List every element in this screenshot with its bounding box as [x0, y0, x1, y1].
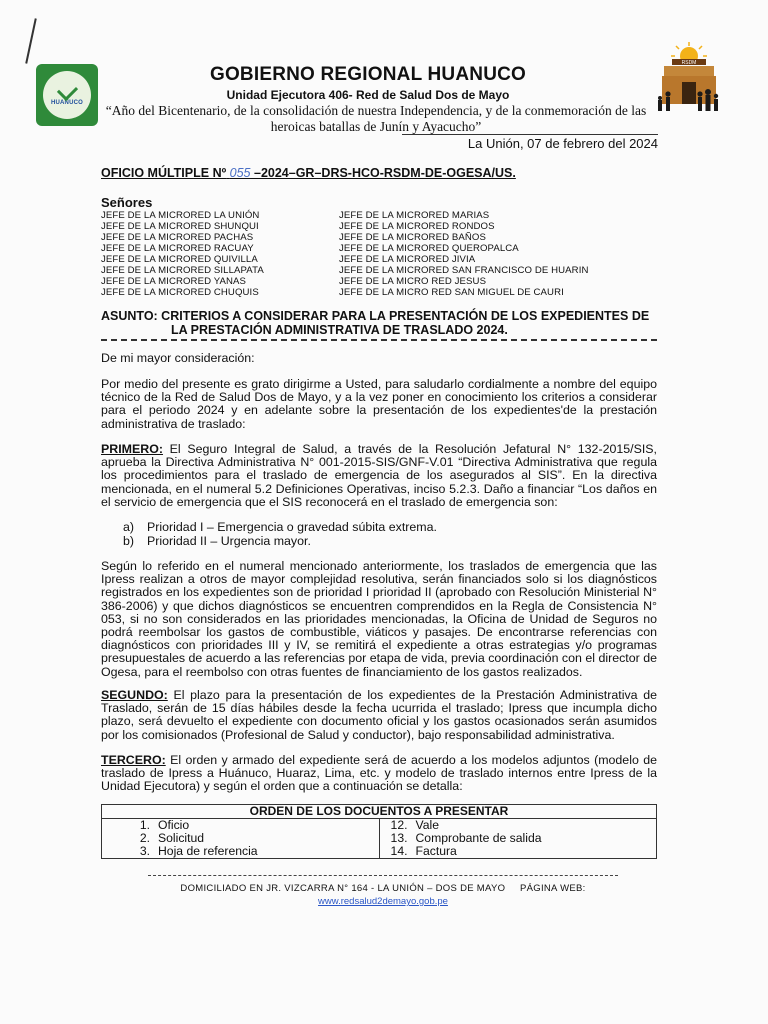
list-item: 13. Comprobante de salida: [390, 831, 542, 845]
tercero-paragraph: [101, 754, 657, 794]
huanuco-logo: [36, 64, 98, 126]
recipient-item: JEFE DE LA MICRORED SAN FRANCISCO DE HUARIN: [339, 265, 589, 276]
intro-paragraph: Por medio del presente es grato dirigirme a Usted, para saludarlo cordialmente a nombre del equipo técnico de la Red de Salud Dos de Mayo, y a la vez poner en conocimiento los criterios a considerar para el periodo 2024 y en adelante sobre la presentación de los expedientes'de la prestación administrativa de traslado:: [101, 377, 657, 431]
recipient-item: JEFE DE LA MICRORED BAÑOS: [339, 232, 486, 243]
list-item: 3. Hoja de referencia: [139, 844, 258, 858]
primero-text: El Seguro Integral de Salud, a través de la Resolución Jefatural N° 132-2015/SIS, aprueba la Directiva Administrativa N° 001-2015-SIS/GNF-V.01 “Directiva Administrativa que regula los procedimientos para el traslado de emergencia de los asegurados al SIS”. En la directiva mencionada, en el numeral 5.2 Definiciones Operativas, inciso 5.2.3. Daño a financiar “Los daños en el servicio de emergencia que el SIS reconocerá en el traslado de emergencia son:: [101, 442, 657, 509]
subject-block: [101, 309, 658, 337]
logo-left-text: HUANUCO: [50, 100, 84, 106]
recipient-item: JEFE DE LA MICRORED CHUQUIS: [101, 287, 259, 298]
list-item: 12. Vale: [390, 818, 439, 832]
recipients-right-list: [339, 210, 589, 298]
recipient-item: JEFE DE LA MICRORED MARIAS: [339, 210, 490, 221]
oficio-number: 055: [229, 166, 251, 180]
subject-line-1: ASUNTO: CRITERIOS A CONSIDERAR PARA LA PRESENTACIÓN DE LOS EXPEDIENTES DE: [101, 309, 650, 323]
primero-paragraph: [101, 443, 657, 509]
list-text: Prioridad II – Urgencia mayor.: [147, 534, 311, 548]
list-item: 1. Oficio: [139, 818, 190, 832]
logo-right-text: RSDM: [681, 60, 697, 66]
document-date: La Unión, 07 de febrero del 2024: [467, 136, 658, 151]
bird-icon: [56, 80, 77, 101]
rsdm-logo: [656, 42, 722, 118]
segundo-paragraph: [101, 689, 657, 742]
table-right-cell: [379, 819, 657, 859]
oficio-prefix: OFICIO MÚLTIPLE Nº: [101, 166, 227, 180]
oficio-reference: [101, 166, 516, 180]
greeting: De mi mayor consideración:: [101, 351, 255, 365]
subject-line-2: LA PRESTACIÓN ADMINISTRATIVA DE TRASLADO 2024.: [171, 323, 508, 337]
documents-table: [101, 804, 657, 859]
list-item: [123, 534, 437, 548]
recipient-item: JEFE DE LA MICRORED RACUAY: [101, 243, 254, 254]
table-header-row: [102, 805, 657, 819]
recipient-item: JEFE DE LA MICRO RED JESUS: [339, 276, 487, 287]
segundo-label: SEGUNDO:: [101, 688, 168, 702]
recipient-item: JEFE DE LA MICRORED QUEROPALCA: [339, 243, 519, 254]
list-marker: a): [123, 520, 135, 534]
tercero-label: TERCERO:: [101, 753, 166, 767]
footer-web-link[interactable]: www.redsalud2demayo.gob.pe: [318, 896, 448, 907]
recipient-item: JEFE DE LA MICRORED JIVIA: [339, 254, 476, 265]
priority-list: [123, 520, 437, 548]
recipient-item: JEFE DE LA MICRORED LA UNIÓN: [101, 210, 260, 221]
table-row: [102, 819, 657, 859]
list-item: [123, 520, 437, 534]
dashed-divider: [101, 339, 657, 341]
list-item: 2. Solicitud: [139, 831, 205, 845]
oficio-suffix: –2024–GR–DRS-HCO-RSDM-DE-OGESA/US.: [254, 166, 516, 180]
pen-mark: [25, 18, 37, 63]
year-motto: “Año del Bicentenario, de la consolidación de nuestra Independencia, y de la conmemoración de las heroicas batallas de Junín y Ayacucho”: [105, 103, 647, 134]
primero-label: PRIMERO:: [101, 442, 163, 456]
footer-divider: [148, 875, 618, 876]
list-text: Prioridad I – Emergencia o gravedad súbita extrema.: [147, 520, 437, 534]
list-marker: b): [123, 534, 135, 548]
header-rule: [402, 134, 658, 135]
page-title: GOBIERNO REGIONAL HUANUCO: [209, 64, 527, 85]
table-left-cell: [102, 819, 380, 859]
recipient-item: JEFE DE LA MICRORED PACHAS: [101, 232, 254, 243]
footer-address: DOMICILIADO EN JR. VIZCARRA N° 164 - LA UNIÓN – DOS DE MAYO PÁGINA WEB:: [180, 883, 586, 894]
recipients-left-list: [101, 210, 264, 298]
recipients-heading: Señores: [101, 195, 153, 210]
recipient-item: JEFE DE LA MICRORED SILLAPATA: [101, 265, 264, 276]
recipient-item: JEFE DE LA MICRORED QUIVILLA: [101, 254, 258, 265]
list-item: 14. Factura: [390, 844, 457, 858]
table-heading: ORDEN DE LOS DOCUENTOS A PRESENTAR: [102, 805, 657, 819]
recipient-item: JEFE DE LA MICRORED SHUNQUI: [101, 221, 259, 232]
tercero-text: El orden y armado del expediente será de acuerdo a los modelos adjuntos (modelo de traslado de Ipress a Huánuco, Huaraz, Lima, etc. y modelo de traslado internos entre Ipress de la Unidad Ejecutora) y según el orden que a continuación se detalla:: [101, 753, 657, 794]
page-subtitle: Unidad Ejecutora 406- Red de Salud Dos de Mayo: [226, 88, 510, 102]
criteria-paragraph: Según lo referido en el numeral mencionado anteriormente, los traslados de emergencia que las Ipress realizan a otros de mayor complejidad resolutiva, serán financiados solo si los diagnósticos registrados en los expedientes son de prioridad I prioridad II (aprobado con Resolución Ministerial N° 386-2006) y que dichos diagnósticos se encuentren comprendidos en la Regla de Consistencia N° 053, si no son considerados en las prioridades mencionadas, la Oficina de Unidad de Seguros no podrá reembolsar los gastos de combustible, viáticos y pasajes. De encontrarse referencias con diagnósticos con prioridades III y IV, se remitirá el expediente a otras estrategias y/o programas presupuestales de acuerdo a las referencias por etapa de vida, previa coordinación con el director de Ogesa, para el reembolso con otras fuentes de financiamiento de los gastos realizados.: [101, 559, 657, 679]
recipient-item: JEFE DE LA MICRORED YANAS: [101, 276, 247, 287]
segundo-text: El plazo para la presentación de los expedientes de la Prestación Administrativa de Traslado, serán de 15 días hábiles desde la fecha ucurrida el traslado; Ipress que incumpla dicho plazo, será devuelto el expediente con documento oficial y los gastos ocasionados serán asumidos por los comisionados (Profesional de Salud y conductor), bajo responsabilidad administrativa.: [101, 688, 657, 742]
recipient-item: JEFE DE LA MICRORED RONDOS: [339, 221, 495, 232]
recipient-item: JEFE DE LA MICRO RED SAN MIGUEL DE CAURI: [339, 287, 564, 298]
